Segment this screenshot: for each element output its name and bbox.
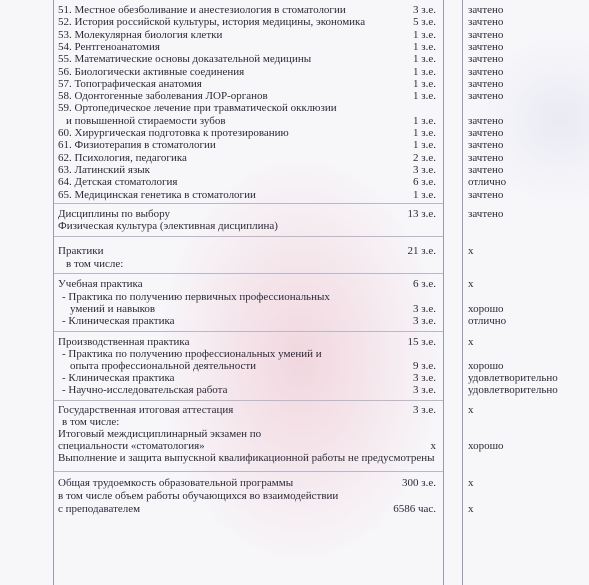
total-hours-grade: x bbox=[468, 503, 474, 515]
final-attestation-grade: x bbox=[468, 404, 474, 416]
discipline-credits: 1 з.е. bbox=[413, 77, 436, 90]
total-hours: 6586 час. bbox=[393, 503, 436, 515]
discipline-credits: 1 з.е. bbox=[413, 90, 436, 103]
section-divider bbox=[54, 236, 443, 237]
discipline-name: 61. Физиотерапия в стоматологии bbox=[58, 139, 216, 152]
discipline-name: 53. Молекулярная биология клетки bbox=[58, 28, 223, 41]
final-attestation-credits: 3 з.е. bbox=[413, 404, 436, 416]
discipline-name: 58. Одонтогенные заболевания ЛОР-органов bbox=[58, 90, 268, 103]
electives-subtitle: Физическая культура (элективная дисциплина) bbox=[58, 220, 278, 232]
column-rule-right bbox=[462, 0, 463, 585]
discipline-grade: зачтено bbox=[468, 28, 504, 41]
production-practice-item-3-line1: - Научно-исследовательская работа bbox=[62, 384, 228, 396]
discipline-name: 64. Детская стоматология bbox=[58, 176, 178, 189]
total-credits: 300 з.е. bbox=[402, 477, 436, 489]
practice-credits: 21 з.е. bbox=[407, 245, 436, 257]
production-practice-item-2-line1: - Клиническая практика bbox=[62, 372, 175, 384]
discipline-grade: зачтено bbox=[468, 40, 504, 53]
discipline-grade: зачтено bbox=[468, 188, 504, 201]
production-practice-item-3-credits: 3 з.е. bbox=[413, 384, 436, 396]
discipline-credits: 1 з.е. bbox=[413, 65, 436, 78]
study-practice-title: Учебная практика bbox=[58, 278, 143, 290]
discipline-name: 51. Местное обезболивание и анестезиология в стоматологии bbox=[58, 4, 346, 16]
discipline-name: 63. Латинский язык bbox=[58, 163, 151, 176]
practice-including: в том числе: bbox=[66, 258, 124, 270]
discipline-credits: 1 з.е. bbox=[413, 114, 436, 127]
study-practice-item-1-credits: 3 з.е. bbox=[413, 303, 436, 315]
discipline-name: 56. Биологически активные соединения bbox=[58, 65, 245, 78]
discipline-credits: 3 з.е. bbox=[413, 163, 436, 176]
discipline-credits: 1 з.е. bbox=[413, 188, 436, 201]
discipline-credits: 1 з.е. bbox=[413, 139, 436, 152]
discipline-grade: отлично bbox=[468, 176, 507, 189]
column-rule-middle bbox=[443, 0, 444, 585]
practice-grade: x bbox=[468, 245, 474, 257]
production-practice-item-2-grade: удовлетворительно bbox=[468, 372, 558, 384]
discipline-grade: зачтено bbox=[468, 65, 504, 78]
final-attestation-including: в том числе: bbox=[62, 416, 120, 428]
discipline-credits: 2 з.е. bbox=[413, 151, 436, 164]
section-divider bbox=[54, 471, 443, 472]
discipline-grade: зачтено bbox=[468, 139, 504, 152]
discipline-grade: зачтено bbox=[468, 53, 504, 66]
discipline-name: 55. Математические основы доказательной медицины bbox=[58, 53, 312, 66]
discipline-grade: зачтено bbox=[468, 4, 504, 16]
electives-credits: 13 з.е. bbox=[407, 208, 436, 220]
section-divider bbox=[54, 273, 443, 274]
discipline-credits: 1 з.е. bbox=[413, 127, 436, 139]
total-line1: Общая трудоемкость образовательной программы bbox=[58, 477, 294, 489]
discipline-name: 54. Рентгеноанатомия bbox=[58, 40, 160, 53]
discipline-grade: зачтено bbox=[468, 127, 504, 139]
discipline-grade: зачтено bbox=[468, 90, 504, 103]
discipline-name: 57. Топографическая анатомия bbox=[58, 77, 202, 90]
discipline-credits: 1 з.е. bbox=[413, 53, 436, 66]
final-exam-credits: x bbox=[430, 440, 436, 452]
section-divider bbox=[54, 400, 443, 401]
production-practice-credits: 15 з.е. bbox=[407, 336, 436, 348]
discipline-name: и повышенной стираемости зубов bbox=[66, 114, 226, 127]
discipline-grade: зачтено bbox=[468, 151, 504, 164]
production-practice-item-1-line2: опыта профессиональной деятельности bbox=[70, 360, 257, 372]
thesis-note: Выполнение и защита выпускной квалификационной работы не предусмотрены bbox=[58, 452, 435, 464]
discipline-name: 62. Психология, педагогика bbox=[58, 151, 187, 164]
electives-grade: зачтено bbox=[468, 208, 504, 220]
production-practice-item-2-credits: 3 з.е. bbox=[413, 372, 436, 384]
final-exam-line1: Итоговый междисциплинарный экзамен по bbox=[58, 428, 262, 440]
discipline-name: 65. Медицинская генетика в стоматологии bbox=[58, 188, 256, 201]
study-practice-item-1-line2: умений и навыков bbox=[70, 303, 156, 315]
production-practice-item-1-grade: хорошо bbox=[468, 360, 504, 372]
final-exam-grade: хорошо bbox=[468, 440, 504, 452]
discipline-grade: зачтено bbox=[468, 114, 504, 127]
total-line2: в том числе объем работы обучающихся во взаимодействии bbox=[58, 490, 339, 502]
study-practice-credits: 6 з.е. bbox=[413, 278, 436, 290]
discipline-credits: 3 з.е. bbox=[413, 4, 436, 16]
discipline-name: 59. Ортопедическое лечение при травматической окклюзии bbox=[58, 102, 337, 115]
study-practice-item-2-grade: отлично bbox=[468, 315, 507, 327]
discipline-grade: зачтено bbox=[468, 163, 504, 176]
section-divider bbox=[54, 331, 443, 332]
practice-title: Практики bbox=[58, 245, 104, 257]
electives-title: Дисциплины по выбору bbox=[58, 208, 171, 220]
discipline-credits: 5 з.е. bbox=[413, 16, 436, 29]
study-practice-grade: x bbox=[468, 278, 474, 290]
discipline-grade: зачтено bbox=[468, 77, 504, 90]
column-rule-left bbox=[53, 0, 54, 585]
final-attestation-title: Государственная итоговая аттестация bbox=[58, 404, 234, 416]
final-exam-line2: специальности «стоматология» bbox=[58, 440, 205, 452]
discipline-credits: 1 з.е. bbox=[413, 40, 436, 53]
study-practice-item-2-line1: - Клиническая практика bbox=[62, 315, 175, 327]
discipline-credits: 6 з.е. bbox=[413, 176, 436, 189]
total-line3: с преподавателем bbox=[58, 503, 141, 515]
total-grade: x bbox=[468, 477, 474, 489]
study-practice-item-1-grade: хорошо bbox=[468, 303, 504, 315]
discipline-credits: 1 з.е. bbox=[413, 28, 436, 41]
discipline-grade: зачтено bbox=[468, 16, 504, 29]
production-practice-grade: x bbox=[468, 336, 474, 348]
study-practice-item-1-line1: - Практика по получению первичных профессиональных bbox=[62, 291, 330, 303]
study-practice-item-2-credits: 3 з.е. bbox=[413, 315, 436, 327]
discipline-name: 52. История российской культуры, история медицины, экономика bbox=[58, 16, 366, 29]
production-practice-item-1-credits: 9 з.е. bbox=[413, 360, 436, 372]
discipline-name: 60. Хирургическая подготовка к протезированию bbox=[58, 127, 289, 139]
production-practice-title: Производственная практика bbox=[58, 336, 190, 348]
section-divider bbox=[54, 203, 443, 204]
production-practice-item-3-grade: удовлетворительно bbox=[468, 384, 558, 396]
production-practice-item-1-line1: - Практика по получению профессиональных умений и bbox=[62, 348, 322, 360]
